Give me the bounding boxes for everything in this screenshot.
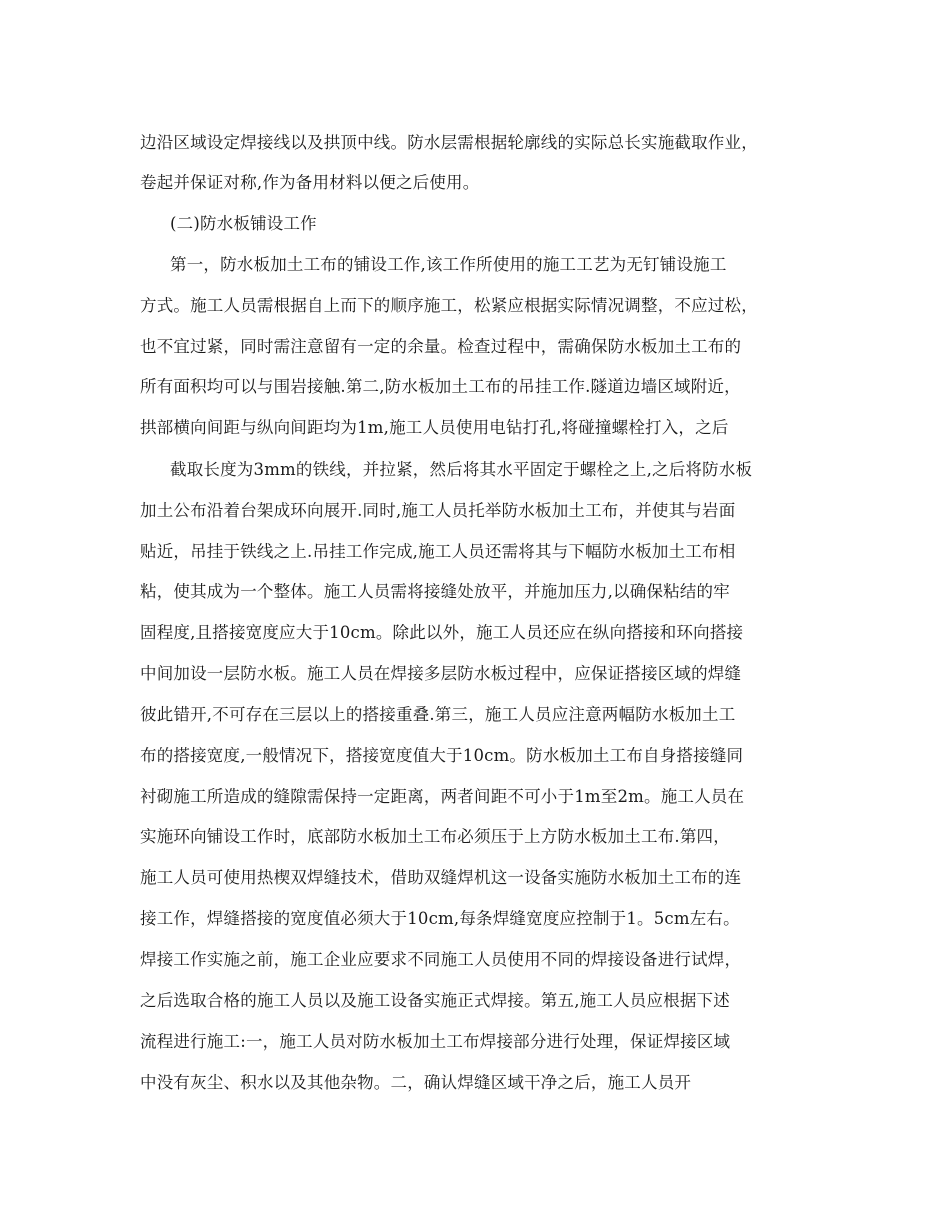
text-line: 也不宜过紧，同时需注意留有一定的余量。检查过程中，需确保防水板加土工布的 (140, 337, 742, 356)
text-line: 截取长度为3mm的铁线，并拉紧，然后将其水平固定于螺栓之上,之后将防水板 (170, 460, 753, 479)
text-line: 边沿区域设定焊接线以及拱顶中线。防水层需根据轮廓线的实际总长实施截取作业， (140, 133, 758, 152)
text-line: 卷起并保证对称,作为备用材料以便之后使用。 (140, 173, 480, 192)
text-line: 施工人员可使用热楔双焊缝技术，借助双缝焊机这一设备实施防水板加土工布的连 (140, 868, 742, 887)
text-line: 中没有灰尘、积水以及其他杂物。二，确认焊缝区域干净之后，施工人员开 (140, 1073, 692, 1092)
text-line: 贴近，吊挂于铁线之上.吊挂工作完成,施工人员还需将其与下幅防水板加土工布相 (140, 542, 736, 561)
text-line: 粘，使其成为一个整体。施工人员需将接缝处放平，并施加压力,以确保粘结的牢 (140, 582, 730, 601)
text-line: 布的搭接宽度,一般情况下，搭接宽度值大于10cm。防水板加土工布自身搭接缝同 (140, 746, 744, 765)
text-line: 加土公布沿着台架成环向展开.同时,施工人员托举防水板加土工布，并使其与岩面 (140, 501, 736, 520)
text-line: 流程进行施工:一，施工人员对防水板加土工布焊接部分进行处理，保证焊接区域 (140, 1032, 731, 1051)
text-line: 彼此错开,不可存在三层以上的搭接重叠.第三，施工人员应注意两幅防水板加土工 (140, 705, 736, 724)
text-line: 接工作，焊缝搭接的宽度值必须大于10cm,每条焊缝宽度应控制于1。5cm左右。 (140, 909, 740, 928)
text-line: 拱部横向间距与纵向间距均为1m,施工人员使用电钻打孔,将碰撞螺栓打入，之后 (140, 418, 729, 437)
text-line: 方式。施工人员需根据自上而下的顺序施工，松紧应根据实际情况调整，不应过松， (140, 296, 758, 315)
text-line: 实施环向铺设工作时，底部防水板加土工布必须压于上方防水板加土工布.第四， (140, 827, 730, 846)
text-line: 焊接工作实施之前，施工企业应要求不同施工人员使用不同的焊接设备进行试焊， (140, 950, 742, 969)
text-line: 第一，防水板加土工布的铺设工作,该工作所使用的施工工艺为无钉铺设施工 (170, 255, 727, 274)
text-line: 衬砌施工所造成的缝隙需保持一定距离，两者间距不可小于1m至2m。施工人员在 (140, 787, 745, 806)
section-heading: (二)防水板铺设工作 (170, 214, 317, 233)
text-line: 所有面积均可以与围岩接触.第二,防水板加土工布的吊挂工作.隧道边墙区域附近， (140, 377, 741, 396)
text-line: 之后选取合格的施工人员以及施工设备实施正式焊接。第五,施工人员应根据下述 (140, 991, 730, 1010)
text-line: 固程度,且搭接宽度应大于10cm。除此以外，施工人员还应在纵向搭接和环向搭接 (140, 623, 744, 642)
text-line: 中间加设一层防水板。施工人员在焊接多层防水板过程中，应保证搭接区域的焊缝 (140, 664, 742, 683)
